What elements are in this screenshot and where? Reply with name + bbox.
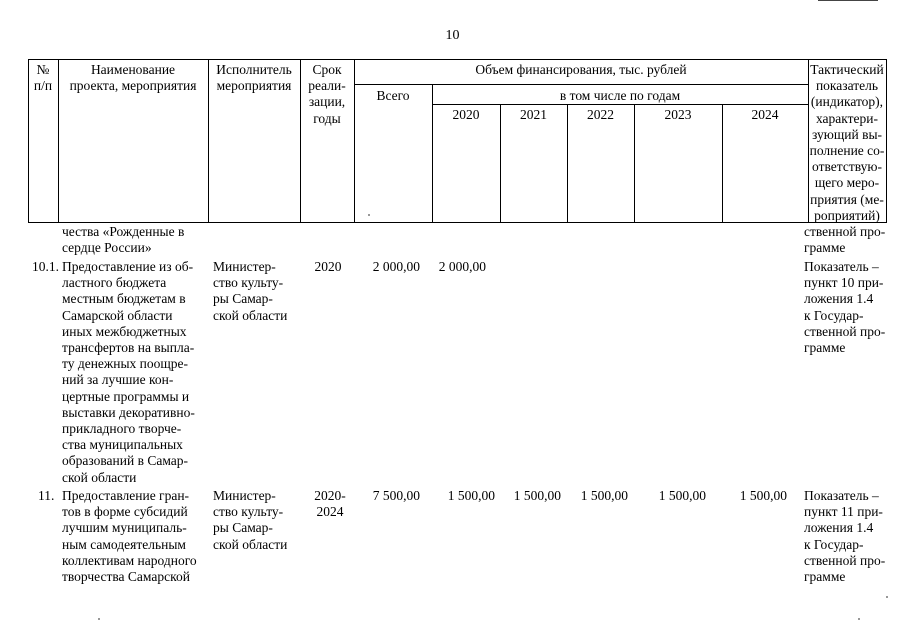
row-name: Предоставление гран- тов в форме субсидий лучшим муниципаль- ным самодеятельным коллективам народного творчества Самарской <box>62 488 197 585</box>
row-executor: Министер- ство культу- ры Самар- ской области <box>213 259 288 323</box>
row-2020: 2 000,00 <box>438 259 486 274</box>
row-term: 2020- 2024 <box>314 488 346 520</box>
row-total: 7 500,00 <box>372 488 420 503</box>
row-term: 2020 <box>314 259 342 274</box>
row-2024: 1 500,00 <box>739 488 787 503</box>
header-name: Наименование проекта, мероприятия <box>69 62 197 94</box>
row-number: 11. <box>38 488 55 503</box>
row-2021: 1 500,00 <box>513 488 561 503</box>
scan-artifact-line <box>818 0 878 1</box>
header-year-2020: 2020 <box>452 107 480 122</box>
header-executor: Исполнитель мероприятия <box>216 62 292 94</box>
scan-speck <box>858 618 860 620</box>
row-name: Предоставление из об- ластного бюджета местным бюджетам в Самарской области иных межбюджетных трансфертов на выпла- ту денежных поощре- ний за лучшие кон- цертные программы и выставки декоративно- прикладного творче- ства муниципальных образований в Самар- ской области <box>62 259 195 485</box>
row-indicator: Показатель – пункт 10 при- ложения 1.4 к Государ- ственной про- грамме <box>804 259 886 356</box>
row-total: 2 000,00 <box>372 259 420 274</box>
header-year-2021: 2021 <box>520 107 547 122</box>
row-executor: Министер- ство культу- ры Самар- ской области <box>213 488 288 552</box>
row-2023: 1 500,00 <box>658 488 706 503</box>
header-term: Срок реали- зации, годы <box>308 62 346 126</box>
header-year-2024: 2024 <box>751 107 779 122</box>
scan-speck <box>368 214 370 216</box>
row-2020: 1 500,00 <box>447 488 495 503</box>
page-number: 10 <box>445 28 460 43</box>
continuation-indicator: ственной про- грамме <box>804 224 886 256</box>
scan-speck <box>886 596 888 598</box>
row-indicator: Показатель – пункт 11 при- ложения 1.4 к Государ- ственной про- грамме <box>804 488 886 585</box>
header-total: Всего <box>376 88 410 103</box>
header-years-group: в том числе по годам <box>559 88 681 103</box>
header-year-2022: 2022 <box>587 107 614 122</box>
scan-speck <box>98 618 100 620</box>
header-indicator: Тактический показатель (индикатор), характери- зующий вы- полнение со- ответствую- щего меро- приятия (ме- роприятий) <box>809 62 885 223</box>
header-num: № п/п <box>33 62 53 94</box>
continuation-name: чества «Рожденные в сердце России» <box>62 224 185 256</box>
row-2022: 1 500,00 <box>580 488 628 503</box>
header-year-2023: 2023 <box>664 107 692 122</box>
row-number: 10.1. <box>32 259 59 274</box>
header-finance: Объем финансирования, тыс. рублей <box>475 62 687 77</box>
